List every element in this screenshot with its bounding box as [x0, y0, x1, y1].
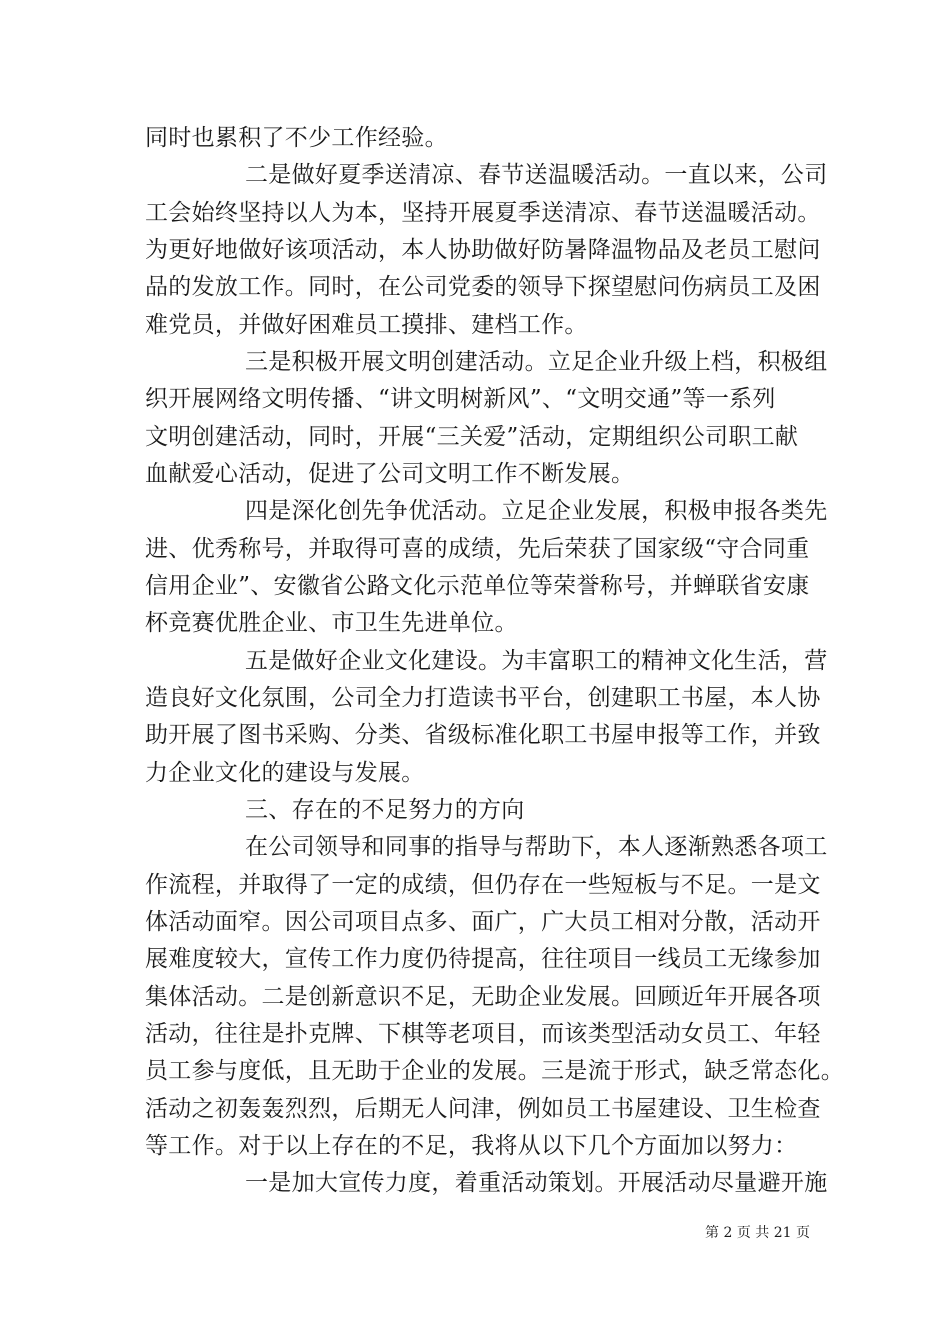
text-line: 等工作。对于以上存在的不足，我将从以下几个方面加以努力： — [145, 1133, 798, 1159]
text-line: 作流程，并取得了一定的成绩，但仍存在一些短板与不足。一是文 — [145, 872, 821, 898]
paragraph-first-line: 三是积极开展文明创建活动。立足企业升级上档，积极组 — [245, 349, 828, 375]
text-line: 信用企业”、安徽省公路文化示范单位等荣誉称号，并蝉联省安康 — [145, 573, 810, 599]
text-line: 工会始终坚持以人为本，坚持开展夏季送清凉、春节送温暖活动。 — [145, 200, 821, 226]
page-number-footer: 第 2 页 共 21 页 — [705, 1225, 810, 1241]
text-line: 杯竞赛优胜企业、市卫生先进单位。 — [145, 610, 518, 636]
text-line: 难党员，并做好困难员工摸排、建档工作。 — [145, 312, 588, 338]
text-line: 文明创建活动，同时，开展“三关爱”活动，定期组织公司职工献 — [145, 424, 799, 450]
text-line: 集体活动。二是创新意识不足，无助企业发展。回顾近年开展各项 — [145, 984, 821, 1010]
text-line: 造良好文化氛围，公司全力打造读书平台，创建职工书屋，本人协 — [145, 685, 821, 711]
paragraph-first-line: 一是加大宣传力度，着重活动策划。开展活动尽量避开施 — [245, 1170, 828, 1196]
text-line: 活动之初轰轰烈烈，后期无人问津，例如员工书屋建设、卫生检查 — [145, 1096, 821, 1122]
text-line: 进、优秀称号，并取得可喜的成绩，先后荣获了国家级“守合同重 — [145, 536, 810, 562]
text-line: 为更好地做好该项活动，本人协助做好防暑降温物品及老员工慰问 — [145, 237, 821, 263]
section-heading: 三、存在的不足努力的方向 — [245, 797, 525, 823]
paragraph-first-line: 二是做好夏季送清凉、春节送温暖活动。一直以来，公司 — [245, 162, 828, 188]
text-line: 活动，往往是扑克牌、下棋等老项目，而该类型活动女员工、年轻 — [145, 1021, 821, 1047]
text-line: 力企业文化的建设与发展。 — [145, 760, 425, 786]
text-line: 员工参与度低，且无助于企业的发展。三是流于形式，缺乏常态化。 — [145, 1058, 844, 1084]
text-line: 织开展网络文明传播、“讲文明树新风”、“文明交通”等一系列 — [145, 386, 776, 412]
text-line: 血献爱心活动，促进了公司文明工作不断发展。 — [145, 461, 635, 487]
text-line: 同时也累积了不少工作经验。 — [145, 125, 448, 151]
text-line: 体活动面窄。因公司项目点多、面广，广大员工相对分散，活动开 — [145, 909, 821, 935]
paragraph-first-line: 四是深化创先争优活动。立足企业发展，积极申报各类先 — [245, 498, 828, 524]
paragraph-first-line: 五是做好企业文化建设。为丰富职工的精神文化生活，营 — [245, 648, 828, 674]
text-line: 助开展了图书采购、分类、省级标准化职工书屋申报等工作，并致 — [145, 722, 821, 748]
text-line: 品的发放工作。同时，在公司党委的领导下探望慰问伤病员工及困 — [145, 274, 821, 300]
paragraph-first-line: 在公司领导和同事的指导与帮助下，本人逐渐熟悉各项工 — [245, 834, 828, 860]
text-line: 展难度较大，宣传工作力度仍待提高，往往项目一线员工无缘参加 — [145, 946, 821, 972]
